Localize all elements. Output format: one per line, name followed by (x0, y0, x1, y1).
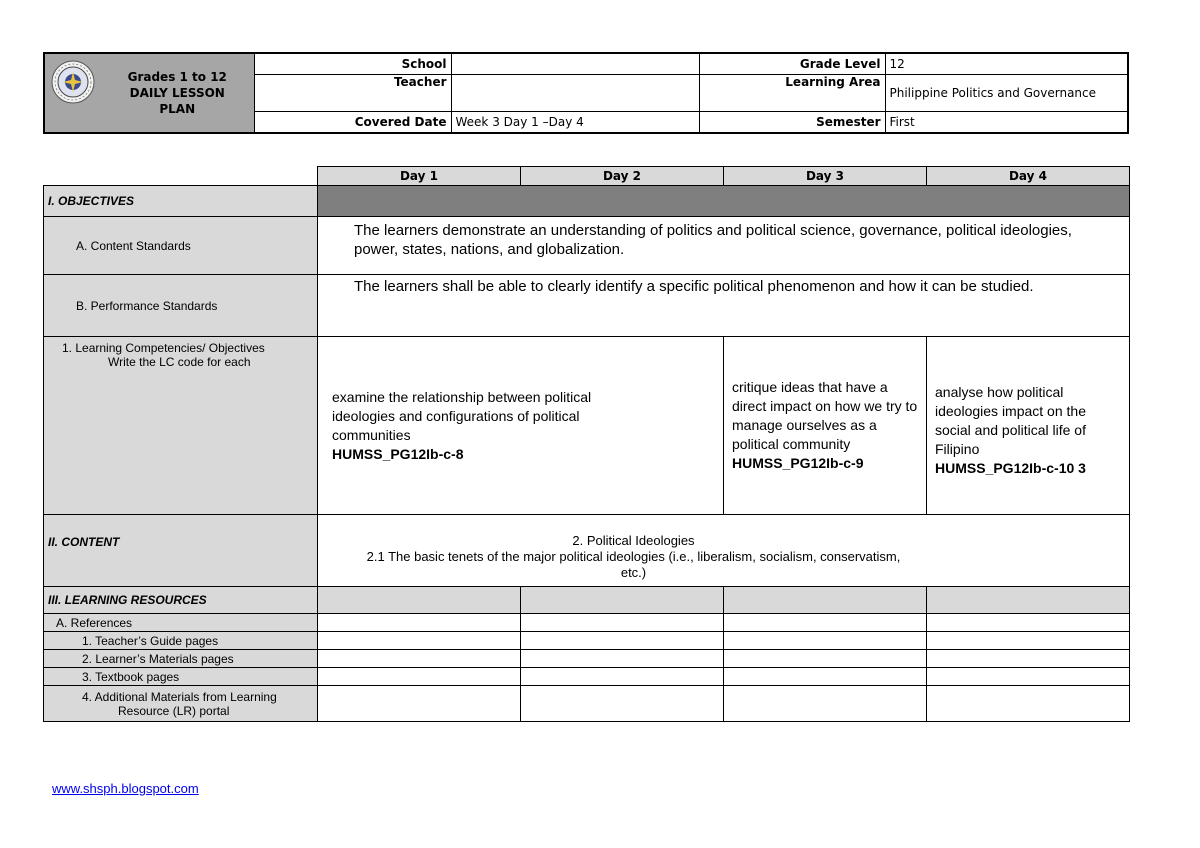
header-title-cell (44, 53, 254, 133)
lesson-plan-table (43, 166, 1130, 722)
competency-day-3-text: critique ideas that have a direct impact on how we try to manage ourselves as a political community (732, 379, 918, 452)
resources-day-3 (724, 587, 927, 614)
day-3-header: Day 3 (724, 167, 927, 186)
textbook-day-1[interactable] (318, 668, 521, 686)
competency-day-4-text: analyse how political ideologies impact on the social and political life of Filipino (935, 384, 1086, 457)
footer-link[interactable]: www.shsph.blogspot.com (52, 781, 199, 796)
school-label: School (254, 53, 451, 74)
learners-materials-day-2[interactable] (521, 650, 724, 668)
deped-seal-icon (51, 60, 95, 107)
additional-materials-day-1[interactable] (318, 686, 521, 722)
teachers-guide-day-4[interactable] (927, 632, 1130, 650)
day-2-header: Day 2 (521, 167, 724, 186)
references-label: A. References (44, 614, 318, 632)
semester-label: Semester (699, 112, 885, 133)
references-day-2[interactable] (521, 614, 724, 632)
blank-corner (44, 167, 318, 186)
additional-materials-day-2[interactable] (521, 686, 724, 722)
additional-materials-day-4[interactable] (927, 686, 1130, 722)
title-line-1: Grades 1 to 12 (127, 70, 227, 84)
title-line-2: DAILY LESSON (129, 86, 225, 100)
competencies-label-line1: 1. Learning Competencies/ Objectives (62, 341, 265, 355)
textbook-day-2[interactable] (521, 668, 724, 686)
semester-value[interactable]: First (885, 112, 1128, 133)
grade-level-label: Grade Level (699, 53, 885, 74)
textbook-day-4[interactable] (927, 668, 1130, 686)
competency-day-4-code: HUMSS_PG12Ib-c-10 3 (935, 460, 1086, 476)
content-line-2: 2.1 The basic tenets of the major political ideologies (i.e., liberalism, socialism, conservatism, etc.) (366, 549, 901, 580)
title-line-3: PLAN (159, 102, 196, 116)
resources-heading: III. LEARNING RESOURCES (44, 587, 318, 614)
textbook-label: 3. Textbook pages (44, 668, 318, 686)
additional-materials-line1: 4. Additional Materials from Learning (82, 689, 277, 704)
teacher-label: Teacher (254, 74, 451, 112)
competency-day-1-2-code: HUMSS_PG12Ib-c-8 (332, 445, 464, 462)
learning-area-label: Learning Area (699, 74, 885, 112)
teachers-guide-day-1[interactable] (318, 632, 521, 650)
competencies-label (44, 337, 318, 515)
teachers-guide-day-2[interactable] (521, 632, 724, 650)
learning-area-value[interactable]: Philippine Politics and Governance (885, 74, 1128, 112)
additional-materials-line2: Resource (LR) portal (118, 703, 230, 718)
content-standards-text[interactable]: The learners demonstrate an understanding of politics and political science, governance, political ideologies, power, states, nations, and globalization. (318, 217, 1130, 275)
competency-day-1-2[interactable] (318, 337, 724, 515)
learners-materials-day-3[interactable] (724, 650, 927, 668)
performance-standards-label: B. Performance Standards (44, 275, 318, 337)
competency-day-1-2-text: examine the relationship between political ideologies and configurations of political communities (332, 388, 592, 443)
competency-day-3-code: HUMSS_PG12Ib-c-9 (732, 455, 864, 471)
competency-day-4[interactable] (927, 337, 1130, 515)
textbook-day-3[interactable] (724, 668, 927, 686)
references-day-4[interactable] (927, 614, 1130, 632)
teachers-guide-label: 1. Teacher’s Guide pages (44, 632, 318, 650)
additional-materials-day-3[interactable] (724, 686, 927, 722)
learners-materials-label: 2. Learner’s Materials pages (44, 650, 318, 668)
teachers-guide-day-3[interactable] (724, 632, 927, 650)
references-day-3[interactable] (724, 614, 927, 632)
day-4-header: Day 4 (927, 167, 1130, 186)
school-value[interactable] (451, 53, 699, 74)
covered-date-value[interactable]: Week 3 Day 1 –Day 4 (451, 112, 699, 133)
resources-day-2 (521, 587, 724, 614)
covered-date-label: Covered Date (254, 112, 451, 133)
content-heading: II. CONTENT (44, 515, 318, 587)
objectives-heading: I. OBJECTIVES (44, 186, 318, 217)
content-line-1: 2. Political Ideologies (572, 533, 695, 548)
objectives-bar (318, 186, 1130, 217)
additional-materials-label (44, 686, 318, 722)
content-text[interactable] (318, 515, 1130, 587)
day-1-header: Day 1 (318, 167, 521, 186)
resources-day-4 (927, 587, 1130, 614)
lesson-plan-header (43, 52, 1129, 134)
content-standards-label: A. Content Standards (44, 217, 318, 275)
competency-day-3[interactable] (724, 337, 927, 515)
references-day-1[interactable] (318, 614, 521, 632)
learners-materials-day-1[interactable] (318, 650, 521, 668)
grade-level-value[interactable]: 12 (885, 53, 1128, 74)
performance-standards-text[interactable]: The learners shall be able to clearly identify a specific political phenomenon and how it can be studied. (318, 275, 1130, 337)
teacher-value[interactable] (451, 74, 699, 112)
learners-materials-day-4[interactable] (927, 650, 1130, 668)
competencies-label-line2: Write the LC code for each (108, 355, 251, 369)
resources-day-1 (318, 587, 521, 614)
